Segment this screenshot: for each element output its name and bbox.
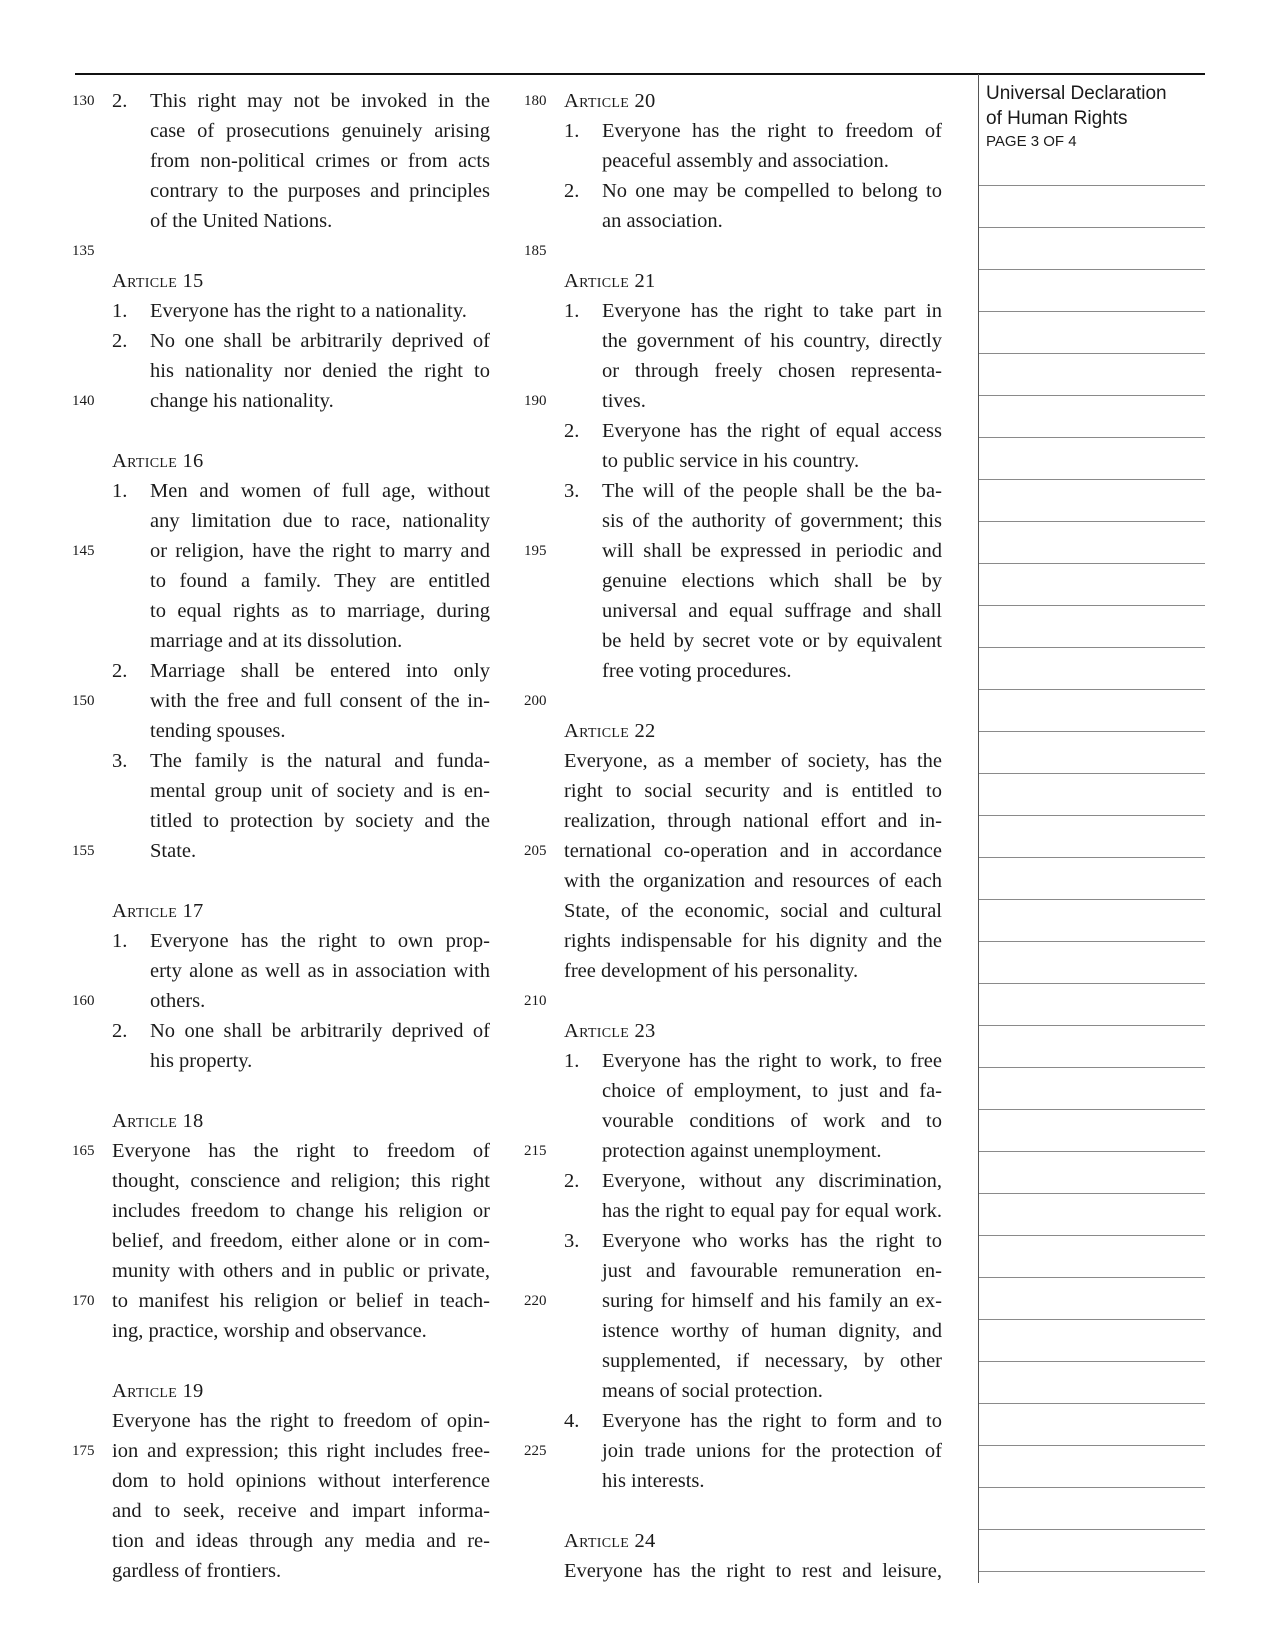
list-marker: 2. [564, 1170, 580, 1192]
note-line [979, 437, 1205, 438]
text-line [112, 266, 490, 296]
text-line [72, 236, 490, 266]
article-text: be held by secret vote or by equivalent [602, 630, 942, 652]
line-number: 155 [72, 843, 95, 859]
article-text: any limitation due to race, nationality [150, 510, 490, 532]
note-line [979, 857, 1205, 858]
text-line [112, 206, 490, 236]
note-line [979, 1571, 1205, 1572]
text-line [564, 626, 942, 656]
text-line [564, 1016, 942, 1046]
note-line [979, 1193, 1205, 1194]
line-number: 220 [524, 1293, 547, 1309]
note-line [979, 311, 1205, 312]
note-line [979, 1487, 1205, 1488]
line-number: 180 [524, 93, 547, 109]
article-text: Men and women of full age, without [150, 480, 490, 502]
middle-text-column [524, 86, 942, 1586]
text-line [564, 1526, 942, 1556]
text-line [564, 656, 942, 686]
text-line [564, 1196, 942, 1226]
article-text: titled to protection by society and the [150, 810, 490, 832]
article-text: Everyone has the right to take part in [602, 300, 942, 322]
page-indicator: PAGE 3 OF 4 [986, 133, 1077, 150]
article-text: choice of employment, to just and fa- [602, 1080, 942, 1102]
line-number: 210 [524, 993, 547, 1009]
line-number: 200 [524, 693, 547, 709]
text-line [564, 1226, 942, 1256]
note-line [979, 1151, 1205, 1152]
article-text: Everyone, without any discrimination, [602, 1170, 942, 1192]
line-number: 160 [72, 993, 95, 1009]
list-marker: 2. [564, 420, 580, 442]
article-text: with the free and full consent of the in- [150, 690, 490, 712]
text-line [112, 356, 490, 386]
text-line [112, 776, 490, 806]
article-text: case of prosecutions genuinely arising [150, 120, 490, 142]
text-line [564, 566, 942, 596]
article-text: Everyone has the right of equal access [602, 420, 942, 442]
article-text: an association. [602, 210, 723, 232]
list-marker: 1. [564, 300, 580, 322]
article-text: his nationality nor denied the right to [150, 360, 490, 382]
text-line [72, 1436, 490, 1466]
article-text: Everyone has the right to a nationality. [150, 300, 467, 322]
line-number: 195 [524, 543, 547, 559]
article-text: marriage and at its dissolution. [150, 630, 403, 652]
text-line [564, 1406, 942, 1436]
text-line [564, 1166, 942, 1196]
article-text: Everyone has the right to freedom of [602, 120, 942, 142]
article-heading: Article 24 [564, 1530, 656, 1552]
text-line [524, 86, 942, 116]
note-line [979, 1235, 1205, 1236]
article-text: munity with others and in public or private, [112, 1260, 490, 1282]
text-line [564, 1256, 942, 1286]
line-number: 205 [524, 843, 547, 859]
text-line [564, 926, 942, 956]
article-text: to found a family. They are entitled [150, 570, 490, 592]
note-line [979, 1361, 1205, 1362]
article-text: or through freely chosen representa- [602, 360, 942, 382]
article-text: the government of his country, directly [602, 330, 942, 352]
article-text: tending spouses. [150, 720, 286, 742]
text-line [524, 686, 942, 716]
text-line [72, 1286, 490, 1316]
text-line [564, 1466, 942, 1496]
text-line [564, 116, 942, 146]
note-line [979, 1277, 1205, 1278]
line-number: 165 [72, 1143, 95, 1159]
list-marker: 2. [112, 660, 128, 682]
article-text: from non-political crimes or from acts [150, 150, 490, 172]
text-line [564, 1076, 942, 1106]
text-line [72, 386, 490, 416]
text-line [564, 716, 942, 746]
text-line [112, 896, 490, 926]
article-heading: Article 18 [112, 1110, 204, 1132]
text-line [72, 986, 490, 1016]
list-marker: 1. [564, 120, 580, 142]
line-number: 130 [72, 93, 95, 109]
text-line [564, 896, 942, 926]
article-text: gardless of frontiers. [112, 1560, 282, 1582]
text-line [564, 1376, 942, 1406]
article-text: Everyone has the right to rest and leisure, [564, 1560, 942, 1582]
text-line [524, 386, 942, 416]
line-number: 215 [524, 1143, 547, 1159]
article-text: and to seek, receive and impart informa- [112, 1500, 490, 1522]
article-text: his interests. [602, 1470, 705, 1492]
text-line [564, 446, 942, 476]
line-number: 185 [524, 243, 547, 259]
article-text: protection against unemployment. [602, 1140, 882, 1162]
article-text: means of social protection. [602, 1380, 823, 1402]
article-text: of the United Nations. [150, 210, 333, 232]
text-line [112, 1406, 490, 1436]
text-line [112, 146, 490, 176]
text-line [72, 536, 490, 566]
text-line [112, 1046, 490, 1076]
note-line [979, 815, 1205, 816]
text-line [564, 806, 942, 836]
note-line [979, 983, 1205, 984]
article-text: Everyone has the right to freedom of opin- [112, 1410, 490, 1432]
line-number: 175 [72, 1443, 95, 1459]
text-line [112, 416, 490, 446]
list-marker: 2. [564, 180, 580, 202]
article-text: rights indispensable for his dignity and the [564, 930, 942, 952]
text-line [112, 1256, 490, 1286]
list-marker: 1. [112, 300, 128, 322]
text-line [112, 656, 490, 686]
article-text: Everyone has the right to form and to [602, 1410, 942, 1432]
text-line [564, 176, 942, 206]
text-line [564, 1316, 942, 1346]
notes-margin-rule [978, 74, 979, 1583]
article-text: Everyone has the right to own prop- [150, 930, 490, 952]
document-title-line2: of Human Rights [986, 108, 1128, 129]
article-text: State. [150, 840, 197, 862]
note-line [979, 353, 1205, 354]
article-text: or religion, have the right to marry and [150, 540, 490, 562]
text-line [112, 1076, 490, 1106]
document-header [986, 81, 1196, 153]
note-line [979, 647, 1205, 648]
text-line [112, 1226, 490, 1256]
article-text: change his nationality. [150, 390, 334, 412]
article-text: supplemented, if necessary, by other [602, 1350, 942, 1372]
article-text: with the organization and resources of each [564, 870, 942, 892]
text-line [524, 536, 942, 566]
note-line [979, 563, 1205, 564]
article-text: istence worthy of human dignity, and [602, 1320, 942, 1342]
article-text: free development of his personality. [564, 960, 859, 982]
note-line [979, 1067, 1205, 1068]
text-line [112, 1106, 490, 1136]
text-line [564, 1046, 942, 1076]
text-line [564, 1106, 942, 1136]
list-marker: 3. [564, 1230, 580, 1252]
line-number: 170 [72, 1293, 95, 1309]
list-marker: 2. [112, 90, 128, 112]
article-text: This right may not be invoked in the [150, 90, 490, 112]
note-line [979, 773, 1205, 774]
note-line [979, 731, 1205, 732]
text-line [112, 1016, 490, 1046]
article-text: just and favourable remuneration en- [602, 1260, 942, 1282]
article-text: erty alone as well as in association with [150, 960, 490, 982]
text-line [564, 506, 942, 536]
article-heading: Article 19 [112, 1380, 204, 1402]
list-marker: 1. [564, 1050, 580, 1072]
article-heading: Article 17 [112, 900, 204, 922]
note-line [979, 605, 1205, 606]
article-text: State, of the economic, social and cultural [564, 900, 942, 922]
note-line [979, 1403, 1205, 1404]
note-line [979, 185, 1205, 186]
article-text: Everyone has the right to work, to free [602, 1050, 942, 1072]
text-line [564, 1556, 942, 1586]
list-marker: 1. [112, 930, 128, 952]
text-line [112, 1556, 490, 1586]
line-number: 135 [72, 243, 95, 259]
article-heading: Article 16 [112, 450, 204, 472]
text-line [564, 866, 942, 896]
note-line [979, 227, 1205, 228]
text-line [524, 836, 942, 866]
text-line [72, 86, 490, 116]
article-text: No one shall be arbitrarily deprived of [150, 330, 490, 352]
article-text: tion and ideas through any media and re- [112, 1530, 490, 1552]
article-text: free voting procedures. [602, 660, 792, 682]
text-line [112, 866, 490, 896]
text-line [564, 746, 942, 776]
article-text: join trade unions for the protection of [602, 1440, 942, 1462]
text-line [524, 986, 942, 1016]
article-text: universal and equal suffrage and shall [602, 600, 942, 622]
article-text: includes freedom to change his religion or [112, 1200, 490, 1222]
article-text: has the right to equal pay for equal work. [602, 1200, 942, 1222]
article-text: genuine elections which shall be by [602, 570, 942, 592]
article-text: dom to hold opinions without interference [112, 1470, 490, 1492]
article-text: The will of the people shall be the ba- [602, 480, 942, 502]
text-line [112, 446, 490, 476]
article-text: Marriage shall be entered into only [150, 660, 490, 682]
note-line [979, 1529, 1205, 1530]
article-heading: Article 15 [112, 270, 204, 292]
note-line [979, 479, 1205, 480]
text-line [112, 956, 490, 986]
text-line [112, 1316, 490, 1346]
note-line [979, 1109, 1205, 1110]
text-line [112, 476, 490, 506]
line-number: 140 [72, 393, 95, 409]
text-line [564, 956, 942, 986]
text-line [112, 716, 490, 746]
article-text: belief, and freedom, either alone or in com- [112, 1230, 490, 1252]
article-text: mental group unit of society and is en- [150, 780, 490, 802]
article-text: to public service in his country. [602, 450, 860, 472]
article-text: to manifest his religion or belief in teach- [112, 1290, 490, 1312]
text-line [112, 1496, 490, 1526]
list-marker: 1. [112, 480, 128, 502]
text-line [524, 1436, 942, 1466]
line-number: 150 [72, 693, 95, 709]
article-heading: Article 21 [564, 270, 656, 292]
text-line [564, 326, 942, 356]
text-line [112, 1166, 490, 1196]
text-line [564, 206, 942, 236]
line-number: 190 [524, 393, 547, 409]
article-text: No one may be compelled to belong to [602, 180, 942, 202]
article-text: Everyone has the right to freedom of [112, 1140, 490, 1162]
text-line [72, 686, 490, 716]
text-line [564, 1496, 942, 1526]
line-number: 225 [524, 1443, 547, 1459]
article-text: vourable conditions of work and to [602, 1110, 942, 1132]
text-line [112, 746, 490, 776]
article-text: ternational co-operation and in accordance [564, 840, 942, 862]
text-line [564, 596, 942, 626]
article-text: sis of the authority of government; this [602, 510, 942, 532]
text-line [112, 566, 490, 596]
text-line [524, 236, 942, 266]
text-line [112, 626, 490, 656]
article-text: others. [150, 990, 206, 1012]
text-line [112, 176, 490, 206]
note-line [979, 1445, 1205, 1446]
note-line [979, 1025, 1205, 1026]
article-heading: Article 22 [564, 720, 656, 742]
text-line [112, 1526, 490, 1556]
text-line [72, 1136, 490, 1166]
note-line [979, 899, 1205, 900]
text-line [564, 476, 942, 506]
note-line [979, 521, 1205, 522]
text-line [564, 146, 942, 176]
article-text: his property. [150, 1050, 253, 1072]
note-line [979, 689, 1205, 690]
note-line [979, 941, 1205, 942]
document-title-line1: Universal Declaration [986, 83, 1167, 104]
article-text: to equal rights as to marriage, during [150, 600, 490, 622]
article-text: suring for himself and his family an ex- [602, 1290, 942, 1312]
list-marker: 2. [112, 330, 128, 352]
list-marker: 3. [564, 480, 580, 502]
text-line [112, 506, 490, 536]
article-text: thought, conscience and religion; this right [112, 1170, 490, 1192]
text-line [564, 356, 942, 386]
left-text-column [72, 86, 490, 1586]
text-line [524, 1286, 942, 1316]
note-line [979, 269, 1205, 270]
article-text: The family is the natural and funda- [150, 750, 490, 772]
article-text: Everyone, as a member of society, has the [564, 750, 942, 772]
text-line [112, 1196, 490, 1226]
article-text: ion and expression; this right includes free- [112, 1440, 490, 1462]
text-line [112, 596, 490, 626]
article-text: peaceful assembly and association. [602, 150, 889, 172]
text-line [112, 1346, 490, 1376]
note-line [979, 1319, 1205, 1320]
list-marker: 2. [112, 1020, 128, 1042]
text-line [72, 836, 490, 866]
list-marker: 4. [564, 1410, 580, 1432]
article-heading: Article 20 [564, 90, 656, 112]
top-rule [75, 73, 1205, 75]
text-line [112, 1376, 490, 1406]
text-line [112, 116, 490, 146]
text-line [112, 1466, 490, 1496]
text-line [112, 296, 490, 326]
article-text: ing, practice, worship and observance. [112, 1320, 427, 1342]
text-line [112, 326, 490, 356]
article-text: Everyone who works has the right to [602, 1230, 942, 1252]
text-line [564, 266, 942, 296]
line-number: 145 [72, 543, 95, 559]
article-text: realization, through national effort and in- [564, 810, 942, 832]
note-line [979, 395, 1205, 396]
article-text: tives. [602, 390, 646, 412]
text-line [564, 1346, 942, 1376]
article-text: will shall be expressed in periodic and [602, 540, 942, 562]
article-text: No one shall be arbitrarily deprived of [150, 1020, 490, 1042]
text-line [564, 776, 942, 806]
list-marker: 3. [112, 750, 128, 772]
text-line [524, 1136, 942, 1166]
article-heading: Article 23 [564, 1020, 656, 1042]
article-text: contrary to the purposes and principles [150, 180, 490, 202]
text-line [564, 296, 942, 326]
text-line [564, 416, 942, 446]
text-line [112, 926, 490, 956]
article-text: right to social security and is entitled to [564, 780, 942, 802]
text-line [112, 806, 490, 836]
